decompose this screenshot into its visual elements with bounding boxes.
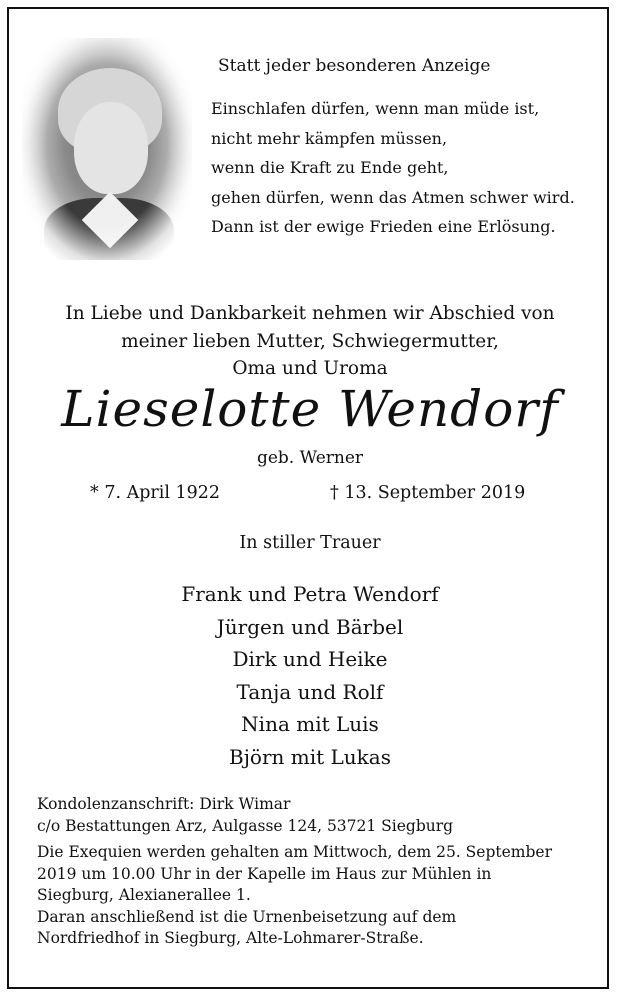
poem-line: nicht mehr kämpfen müssen, (211, 128, 448, 148)
maiden-name: geb. Werner (256, 448, 364, 468)
mourner-entry: Tanja und Rolf (236, 679, 384, 704)
mourner-entry: Björn mit Lukas (229, 744, 391, 769)
poem (211, 94, 575, 242)
intro-line: meiner lieben Mutter, Schwiegermutter, (121, 330, 499, 352)
service-line: 2019 um 10.00 Uhr in der Kapelle im Haus zur Mühlen in (37, 864, 492, 883)
mourner-entry: Frank und Petra Wendorf (181, 582, 439, 606)
mourner-entry: Dirk und Heike (232, 647, 388, 671)
intro-text (0, 300, 620, 383)
deceased-name: Lieselotte Wendorf (61, 380, 559, 438)
mourners-list (0, 578, 620, 773)
intro-line: Oma und Uroma (232, 358, 388, 379)
portrait-vignette (22, 38, 192, 260)
service-line: Die Exequien werden gehalten am Mittwoch, dem 25. September (37, 843, 552, 861)
mourning-caption: In stiller Trauer (239, 533, 381, 553)
poem-line: Dann ist der ewige Frieden eine Erlösung. (211, 217, 556, 236)
portrait-photo (22, 38, 192, 260)
mourner-entry: Jürgen und Bärbel (216, 614, 404, 639)
birth-date: * 7. April 1922 (90, 483, 221, 503)
poem-line: gehen dürfen, wenn das Atmen schwer wird. (211, 187, 575, 207)
condolence-line: c/o Bestattungen Arz, Aulgasse 124, 53721 Siegburg (37, 816, 454, 835)
service-line: Daran anschließend ist die Urnenbeisetzung auf dem (37, 907, 457, 926)
condolence-line: Kondolenzanschrift: Dirk Wimar (37, 795, 291, 813)
intro-line: In Liebe und Dankbarkeit nehmen wir Abschied von (65, 303, 555, 324)
footer-info (37, 794, 552, 950)
mourner-entry: Nina mit Luis (241, 712, 379, 736)
service-line: Siegburg, Alexianerallee 1. (37, 886, 251, 904)
poem-line: wenn die Kraft zu Ende geht, (211, 158, 449, 177)
poem-line: Einschlafen dürfen, wenn man müde ist, (211, 99, 540, 118)
notice-heading: Statt jeder besonderen Anzeige (218, 56, 491, 76)
service-line: Nordfriedhof in Siegburg, Alte-Lohmarer-Straße. (37, 929, 424, 947)
death-date: † 13. September 2019 (330, 483, 526, 503)
